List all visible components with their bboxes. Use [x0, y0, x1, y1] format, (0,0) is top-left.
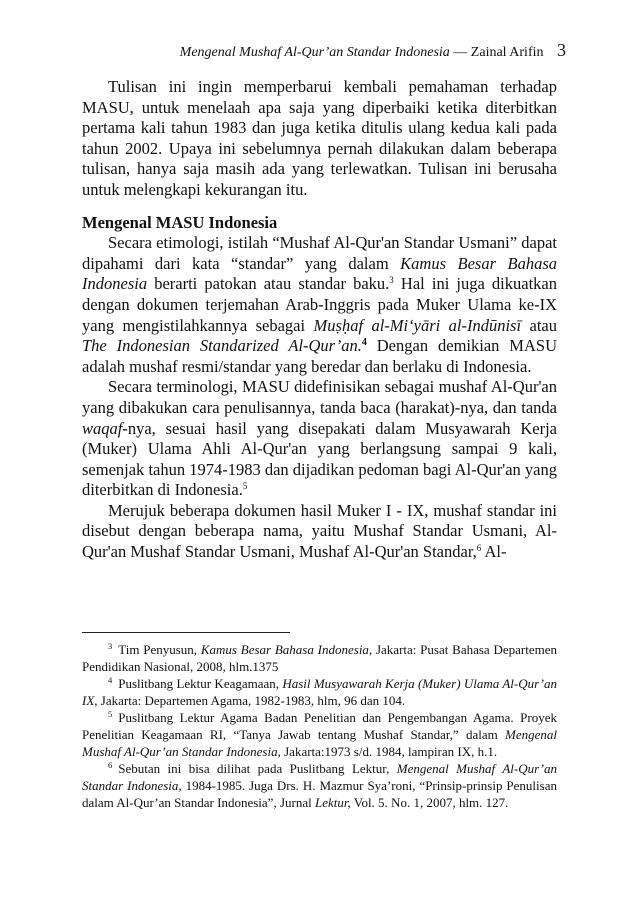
- running-header-author: Zainal Arifin: [470, 45, 544, 60]
- text-run: Puslitbang Lektur Agama Badan Penelitian dan Pengembangan Agama. Proyek Penelitian Keagamaan RI, “Tanya Jawab tentang Mushaf Standar,” dalam: [82, 710, 557, 742]
- paragraph-terminologi: [82, 377, 557, 501]
- footnote-number: 5: [108, 709, 113, 719]
- footnote: [82, 709, 557, 760]
- intro-paragraph: Tulisan ini ingin memperbarui kembali pemahaman terhadap MASU, untuk menelaah apa saja yang diperbaiki ketika diterbitkan pertama kali tahun 1983 dan juga ketika ditulis ulang kedua kali pada tahun 2002. Upaya ini sebelumnya pernah dilakukan dalam beberapa tulisan, hanya saja masih ada yang terlewatkan. Tulisan ini berusaha untuk melengkapi kekurangan itu.: [82, 77, 557, 199]
- paragraph-merujuk: [82, 501, 557, 563]
- text-run: Secara etimologi, istilah “Mushaf Al-Qur'an Standar Usmani” dapat dipahami dari kata “standar” yang dalam: [82, 233, 557, 273]
- section-heading: Mengenal MASU Indonesia: [82, 212, 278, 232]
- paragraph-etimologi: [82, 233, 557, 377]
- text-run: Puslitbang Lektur Keagamaan,: [118, 676, 283, 691]
- text-run: atau: [521, 315, 558, 335]
- italic-run: Hasil Musyawarah Kerja (Muker) Ulama Al-Qur’an IX: [82, 676, 557, 708]
- text-run: Merujuk beberapa dokumen hasil Muker I - IX, mushaf standar ini disebut dengan beberapa nama, yaitu Mushaf Standar Usmani, Al-Qur'an Mushaf Standar Usmani, Mushaf Al-Qur'an Standar,: [82, 500, 557, 562]
- footnote-ref-4[interactable]: 4: [361, 337, 367, 349]
- footnote-number: 4: [108, 675, 113, 685]
- text-run: , Jakarta:1973 s/d. 1984, lampiran IX, h.1.: [277, 744, 498, 759]
- header-dash: —: [453, 45, 468, 60]
- text-run: , Jakarta: Departemen Agama, 1982-1983, hlm, 96 dan 104.: [94, 693, 406, 708]
- text-run: Hal ini juga dikuatkan dengan dokumen terjemahan Arab-Inggris pada Muker Ulama ke-IX yang mengistilahkannya sebagai: [82, 274, 557, 335]
- running-header: [0, 40, 566, 61]
- footnote: [82, 675, 557, 709]
- footnote: [82, 641, 557, 675]
- italic-run: Mengenal Mushaf Al-Qur’an Standar Indonesia: [82, 727, 557, 759]
- italic-run: Kamus Besar Bahasa Indonesia: [200, 642, 369, 657]
- italic-run: waqaf: [82, 418, 123, 438]
- body-text: [82, 77, 557, 563]
- text-run: Sebutan ini bisa dilihat pada Puslitbang Lektur,: [118, 761, 397, 776]
- footnote-number: 6: [108, 760, 113, 770]
- text-run: Tim Penyusun,: [118, 642, 201, 657]
- italic-run: The Indonesian Standarized Al-Qur’an.: [82, 336, 362, 356]
- italic-run: Kamus Besar Bahasa Indonesia: [82, 253, 557, 294]
- footnotes: [82, 641, 557, 811]
- text-run: , Jakarta: Pusat Bahasa Departemen Pendidikan Nasional, 2008, hlm.1375: [82, 642, 557, 674]
- text-run: Al-: [481, 542, 507, 562]
- footnote: [82, 760, 557, 811]
- footnote-number: 3: [108, 641, 113, 651]
- text-run: Dengan demikian MASU adalah mushaf resmi/standar yang beredar dan berlaku di Indonesia.: [82, 336, 557, 376]
- italic-run: Lektur,: [314, 795, 351, 810]
- text-run: Vol. 5. No. 1, 2007, hlm. 127.: [350, 795, 509, 810]
- footnote-ref-5[interactable]: 5: [242, 481, 248, 492]
- page-number: 3: [557, 40, 566, 60]
- italic-run: Mengenal Mushaf Al-Qur’an Standar Indonesia,: [82, 761, 557, 793]
- text-run: Secara terminologi, MASU didefinisikan sebagai mushaf Al-Qur'an yang dibakukan cara penulisannya, tanda baca (harakat)-nya, dan tanda: [82, 377, 557, 417]
- text-run: berarti patokan atau standar baku.: [147, 274, 390, 294]
- text-run: 1984-1985. Juga Drs. H. Mazmur Sya’roni, “Prinsip-prinsip Penulisan dalam Al-Qur’an Standar Indonesia”, Jurnal: [82, 778, 557, 810]
- footnote-divider: [82, 632, 290, 633]
- italic-run: Muṣḥaf al-Mi‘yāri al-Indūnisī: [313, 315, 522, 335]
- text-run: -nya, sesuai hasil yang disepakati dalam Musyawarah Kerja (Muker) Ulama Ahli Al-Qur'an yang berlangsung sampai 9 kali, semenjak tahun 1974-1983 dan dijadikan pedoman bagi Al-Qur'an yang diterbitkan di Indonesia.: [82, 418, 557, 500]
- footnote-ref-3[interactable]: 3: [389, 275, 394, 286]
- running-header-title: Mengenal Mushaf Al-Qur’an Standar Indonesia: [179, 45, 450, 60]
- footnote-ref-6[interactable]: 6: [476, 543, 482, 554]
